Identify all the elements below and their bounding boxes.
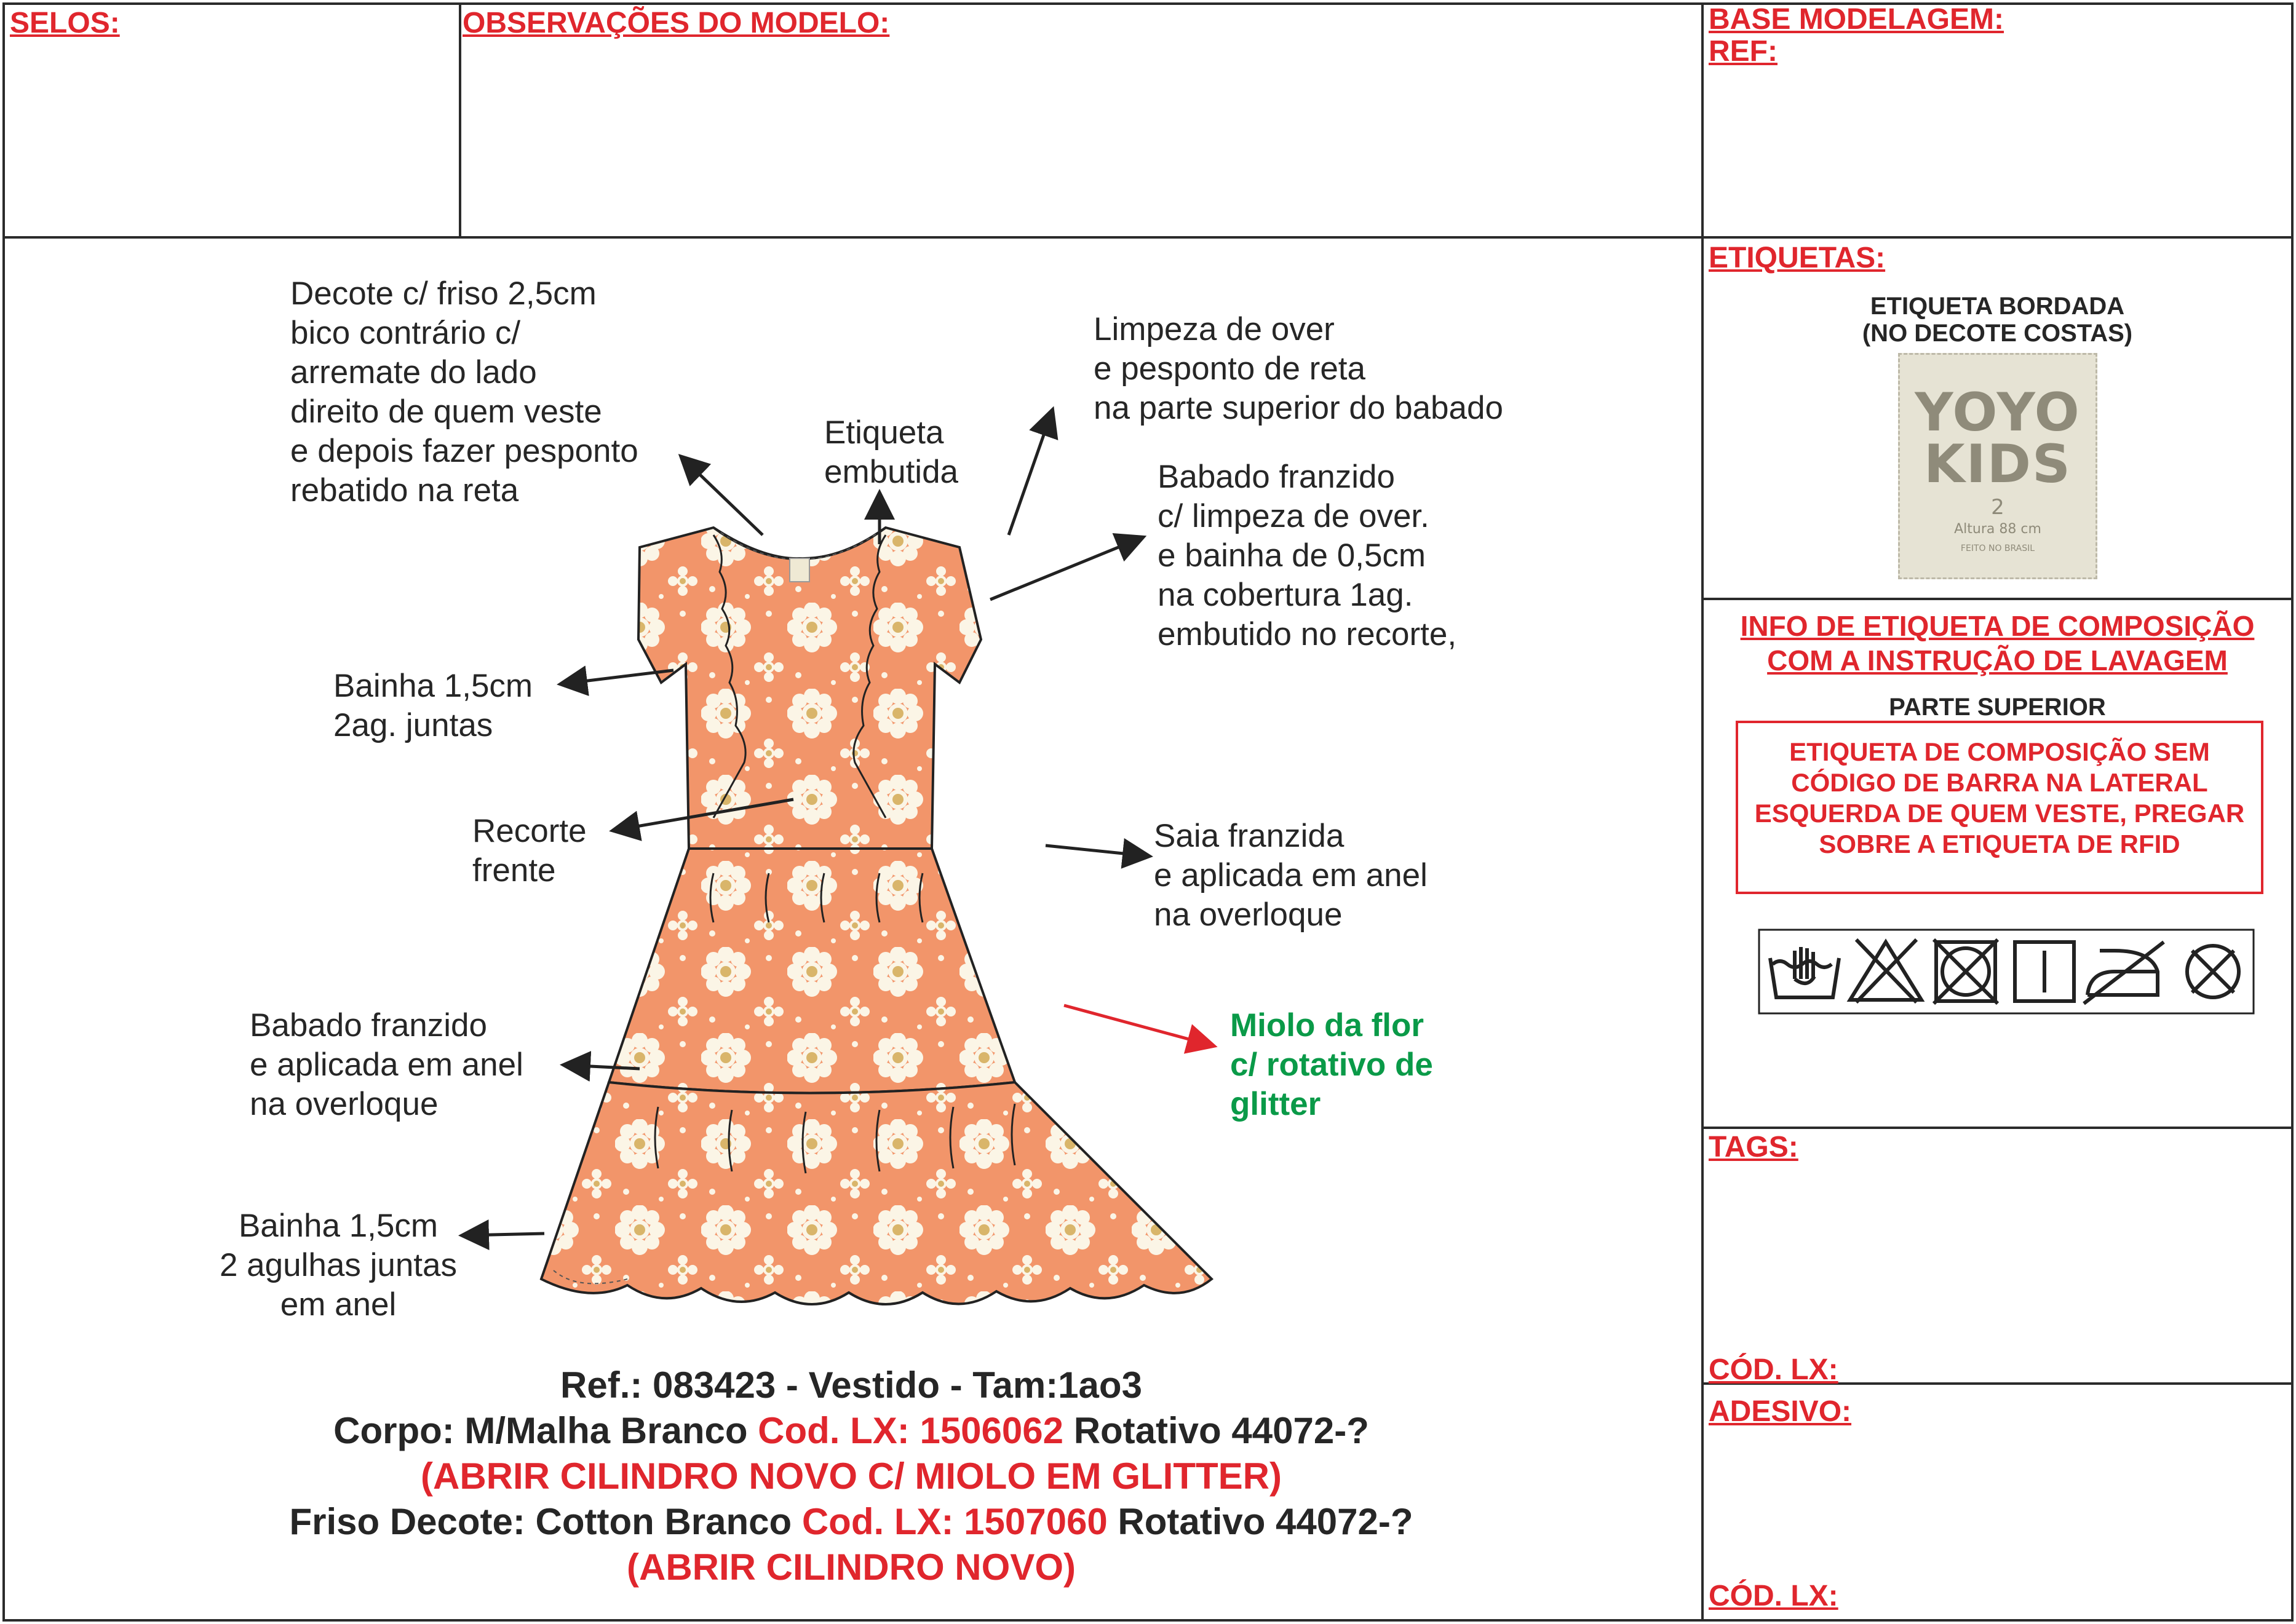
woven-label-brand-2: KIDS [1924, 434, 2072, 495]
etiquetas-label: ETIQUETAS: [1709, 242, 1886, 274]
etiqueta-bordada-title: ETIQUETA BORDADA [1870, 293, 2125, 320]
spec-abrir-cilindro-glitter: (ABRIR CILINDRO NOVO C/ MIOLO EM GLITTER) [421, 1456, 1282, 1497]
note-saia-franzida: Saia franzida e aplicada em anel na overloque [1154, 818, 1428, 933]
no-tumble-dry-icon [1934, 940, 1998, 1004]
spec-corpo-fabric: Corpo: M/Malha Branco [333, 1410, 758, 1451]
woven-label-image [1898, 353, 2097, 579]
note-recorte-frente: Recorte frente [472, 813, 587, 889]
note-babado-inferior: Babado franzido e aplicada em anel na overloque [250, 1007, 523, 1122]
note-miolo-glitter: Miolo da flor c/ rotativo de glitter [1230, 1007, 1433, 1122]
no-decote-costas: (NO DECOTE COSTAS) [1862, 320, 2133, 347]
adesivo-label: ADESIVO: [1709, 1395, 1852, 1428]
spec-friso-fabric: Friso Decote: Cotton Branco [289, 1501, 802, 1542]
tags-box [1701, 1127, 2294, 1385]
spec-friso-rotativo: Rotativo 44072-? [1107, 1501, 1413, 1542]
spec-abrir-cilindro: (ABRIR CILINDRO NOVO) [627, 1547, 1076, 1588]
ref-label: REF: [1709, 35, 1778, 68]
spec-corpo-code: Cod. LX: 1506062 [758, 1410, 1064, 1451]
spec-friso-code: Cod. LX: 1507060 [801, 1501, 1108, 1542]
info-composicao-line1: INFO DE ETIQUETA DE COMPOSIÇÃO [1740, 610, 2255, 642]
note-babado-superior: Babado franzido c/ limpeza de over. e bainha de 0,5cm na cobertura 1ag. embutido no recorte, [1158, 459, 1457, 652]
woven-label-made: FEITO NO BRASIL [1960, 544, 2035, 553]
cod-lx-label-2: CÓD. LX: [1709, 1580, 1838, 1612]
care-symbols-strip [1758, 929, 2255, 1015]
note-bainha-manga: Bainha 1,5cm 2ag. juntas [333, 668, 533, 743]
note-limpeza-over: Limpeza de over e pesponto de reta na parte superior do babado [1094, 311, 1503, 426]
info-composicao-line2: COM A INSTRUÇÃO DE LAVAGEM [1767, 644, 2228, 676]
base-modelagem-label: BASE MODELAGEM: [1709, 3, 2004, 36]
cod-lx-label-1: CÓD. LX: [1709, 1353, 1838, 1386]
note-etiqueta-embutida: Etiqueta embutida [824, 414, 959, 490]
spec-ref-line: Ref.: 083423 - Vestido - Tam:1ao3 [560, 1365, 1142, 1406]
woven-label-brand-1: YOYO [1915, 382, 2081, 443]
observacoes-label: OBSERVAÇÕES DO MODELO: [463, 7, 890, 39]
composicao-warning-box: ETIQUETA DE COMPOSIÇÃO SEM CÓDIGO DE BARRA NA LATERAL ESQUERDA DE QUEM VESTE, PREGAR SOBRE A ETIQUETA DE RFID [1736, 721, 2263, 894]
spec-friso-line [0, 1499, 1702, 1545]
woven-label-size: 2 [1991, 495, 2004, 520]
spec-corpo-line [0, 1408, 1702, 1454]
selos-label: SELOS: [10, 7, 120, 39]
woven-label-height: Altura 88 cm [1954, 521, 2041, 537]
parte-superior-label: PARTE SUPERIOR [1889, 694, 2106, 721]
spec-corpo-rotativo: Rotativo 44072-? [1063, 1410, 1369, 1451]
note-decote: Decote c/ friso 2,5cm bico contrário c/ arremate do lado direito de quem veste e depois fazer pesponto rebatido na reta [290, 275, 638, 509]
tags-label: TAGS: [1709, 1131, 1798, 1163]
note-bainha-barra: Bainha 1,5cm 2 agulhas juntas em anel [219, 1208, 457, 1323]
base-modelagem-box [1701, 2, 2294, 239]
